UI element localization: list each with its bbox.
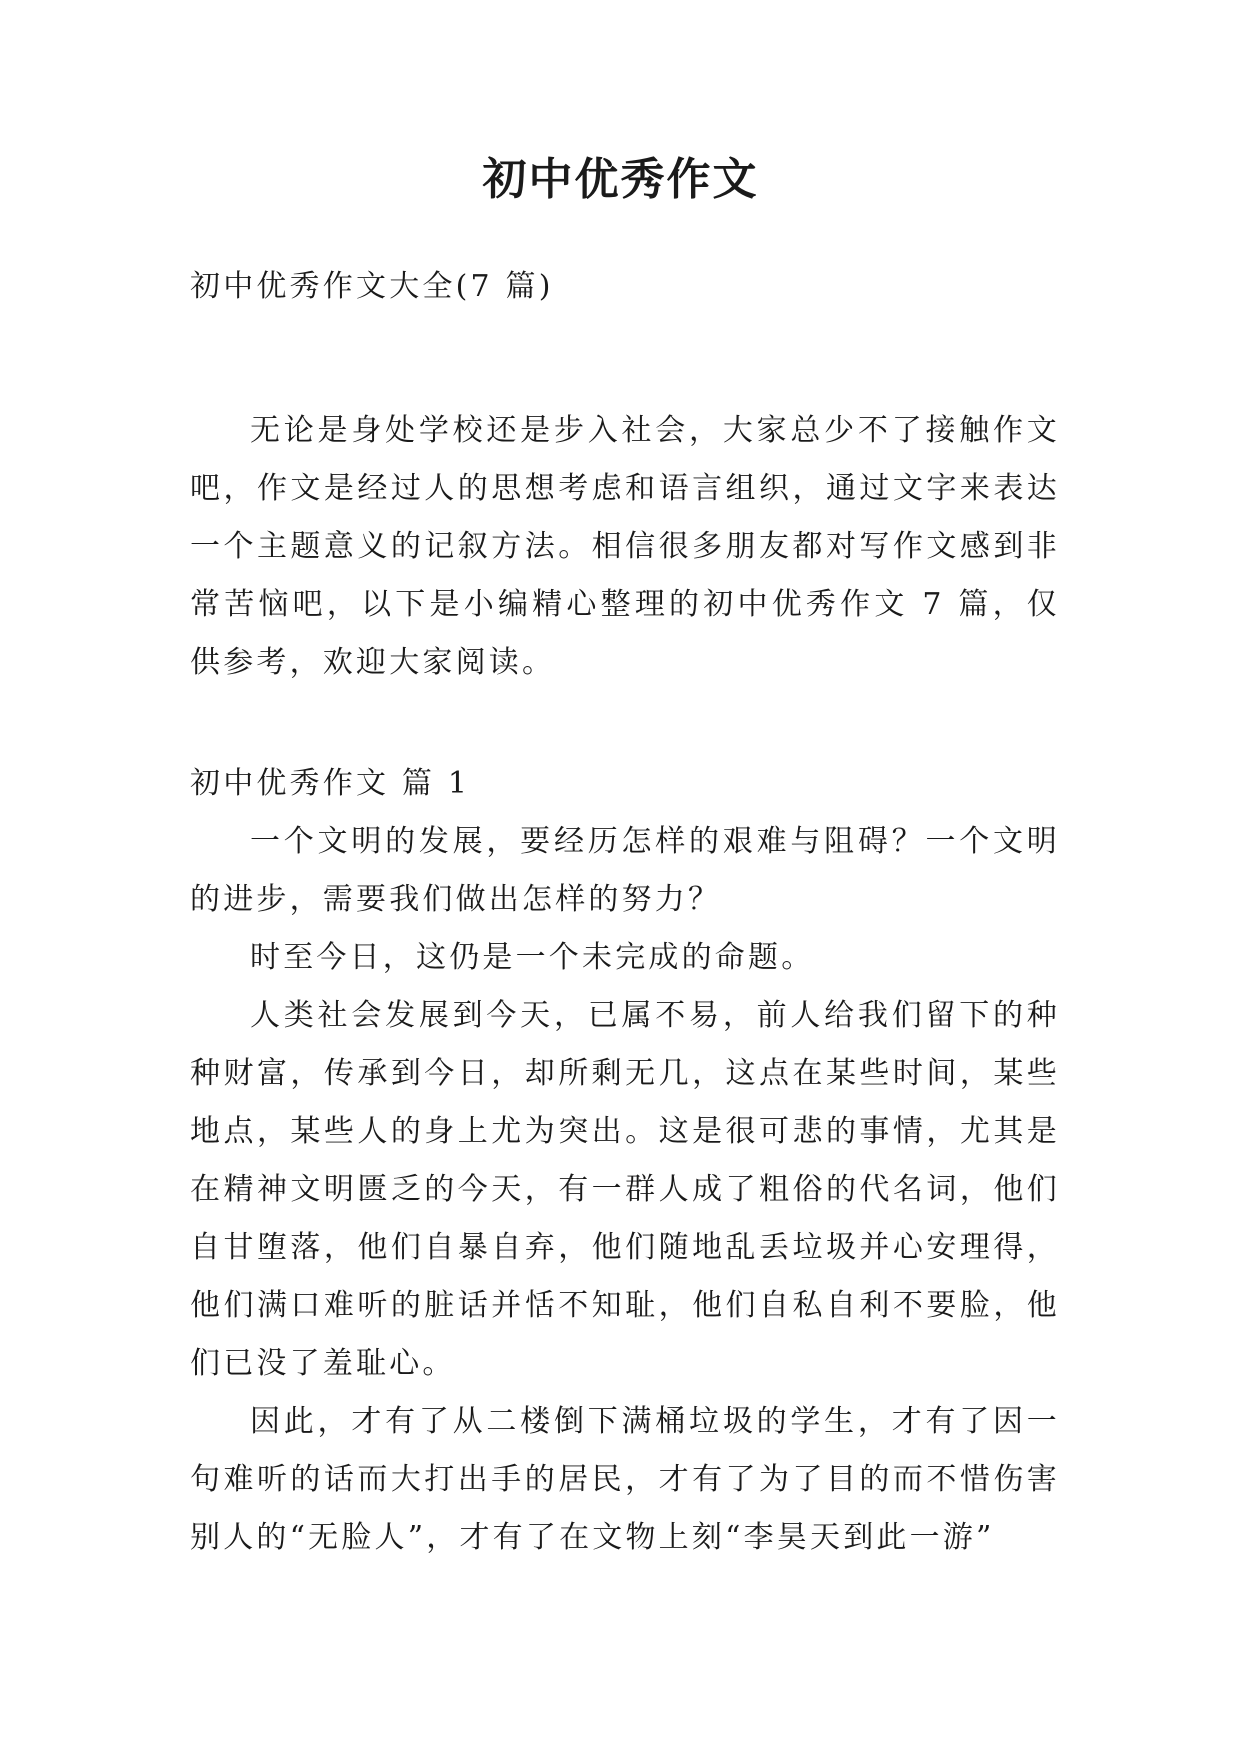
paragraph: 一个文明的发展，要经历怎样的艰难与阻碍？一个文明的进步，需要我们做出怎样的努力？	[190, 824, 1060, 917]
paragraph: 因此，才有了从二楼倒下满桶垃圾的学生，才有了因一句难听的话而大打出手的居民，才有了为了目的而不惜伤害别人的“无脸人”，才有了在文物上刻“李昊天到此一游”	[190, 1404, 1060, 1555]
section-heading: 初中优秀作文 篇 1	[190, 766, 471, 801]
document-title: 初中优秀作文	[482, 154, 759, 205]
document-subtitle: 初中优秀作文大全(7 篇)	[190, 269, 554, 304]
essay-section-1	[190, 755, 1060, 1567]
paragraph: 时至今日，这仍是一个未完成的命题。	[250, 940, 815, 975]
intro-paragraph: 无论是身处学校还是步入社会，大家总少不了接触作文吧，作文是经过人的思想考虑和语言组织，通过文字来表达一个主题意义的记叙方法。相信很多朋友都对写作文感到非常苦恼吧，以下是小编精心整理的初中优秀作文 7 篇，仅供参考，欢迎大家阅读。	[190, 413, 1060, 680]
paragraph: 人类社会发展到今天，已属不易，前人给我们留下的种种财富，传承到今日，却所剩无几，这点在某些时间，某些地点，某些人的身上尤为突出。这是很可悲的事情，尤其是在精神文明匮乏的今天，有一群人成了粗俗的代名词，他们自甘堕落，他们自暴自弃，他们随地乱丢垃圾并心安理得，他们满口难听的脏话并恬不知耻，他们自私自利不要脸，他们已没了羞耻心。	[190, 998, 1060, 1381]
